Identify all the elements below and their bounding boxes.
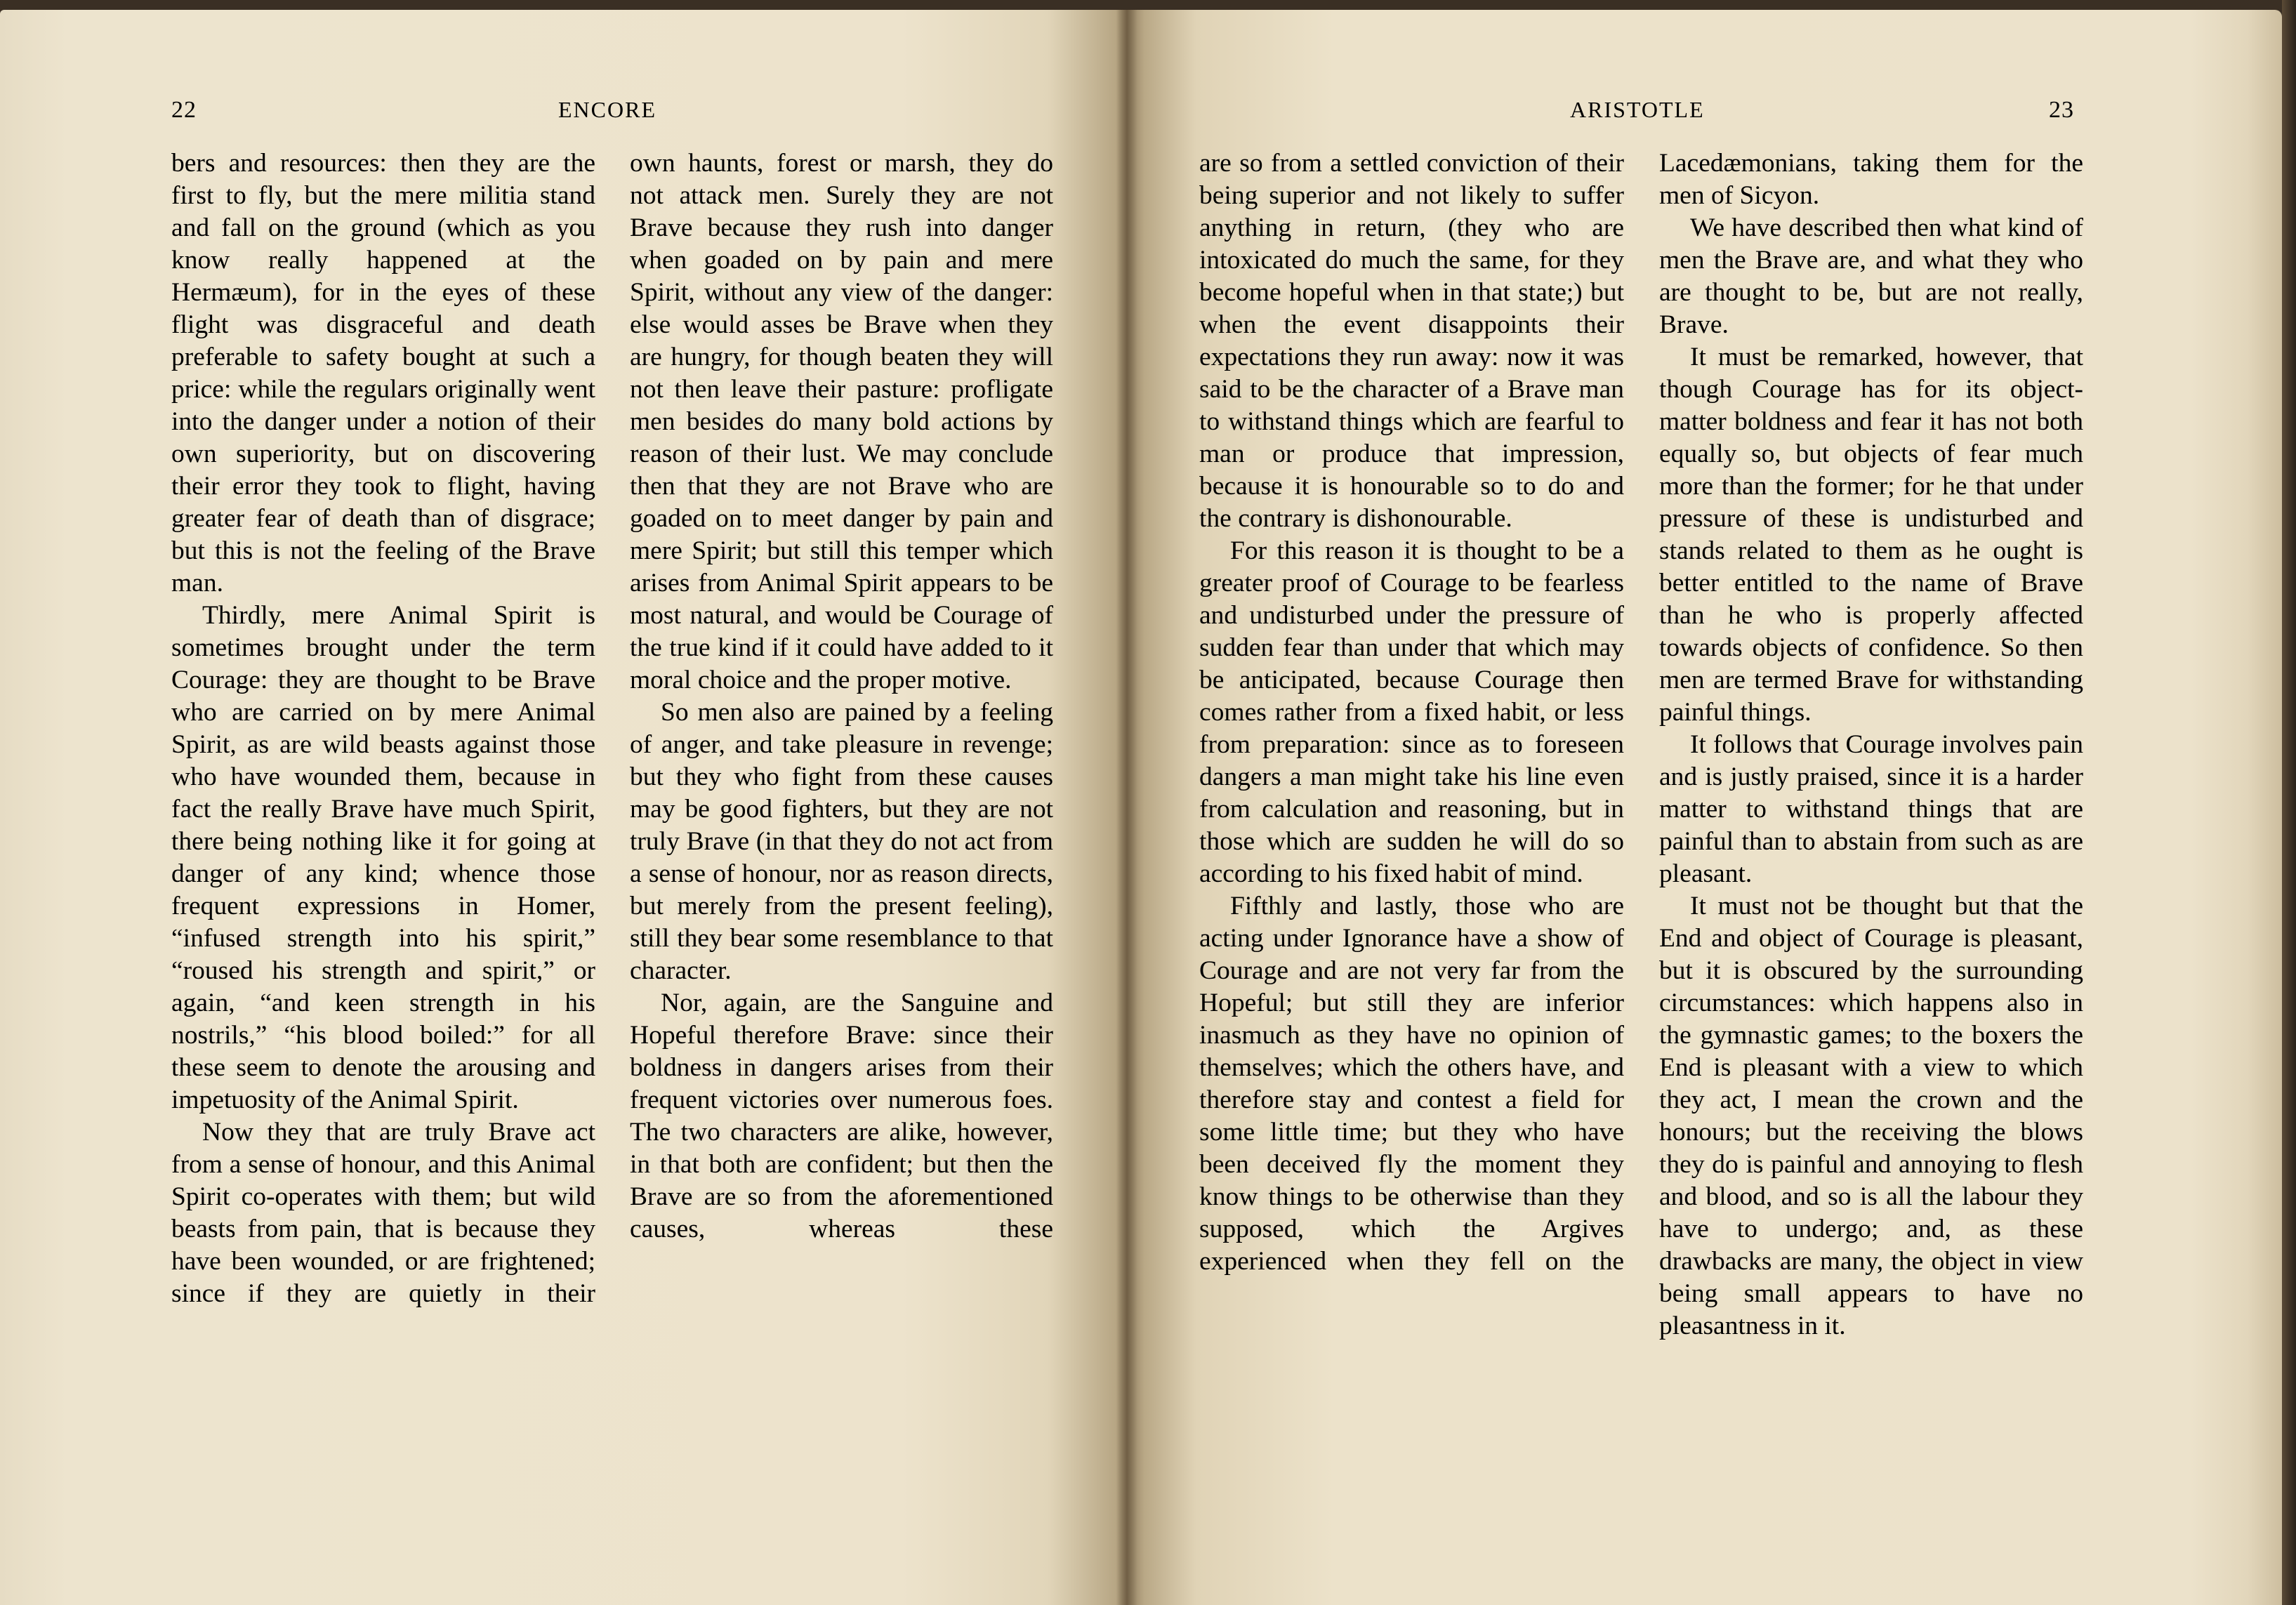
paragraph: Nor, again, are the Sanguine and Hopeful therefore Brave: since their boldness in dangers arises from their frequent victories over numerous foes. The two characters are alike, however, in that both are confident; but then the Brave are so from the aforementioned causes, whereas these [630, 989, 1053, 1243]
paragraph: Fifthly and lastly, those who are acting under Ignorance have a show of Courage and are not very far from the Hopeful; but still they are inferior inasmuch as they have no opinion of themselves; which the others have, and therefore stay and contest a field for some little time; but they who have been deceived fly the moment they know things to be otherwise than they supposed, which the Argives experienced when they fell on the [1199, 892, 1624, 1276]
page-number-right: 23 [2049, 97, 2074, 123]
running-head-right: ARISTOTLE [1570, 97, 1705, 122]
paragraph: Lacedæmonians, taking them for the men of Sicyon. [1659, 149, 2083, 210]
text-column-3 [1199, 147, 1624, 1278]
text-column-2 [630, 147, 1053, 1246]
running-head-left: ENCORE [558, 97, 657, 122]
paragraph: So men also are pained by a feeling of anger, and take pleasure in revenge; but they who fight from these causes may be good fighters, but they are not truly Brave (in that they do not act from a sense of honour, nor as reason directs, but merely from the present feeling), still they bear some resemblance to that character. [630, 698, 1053, 985]
book-gutter [1116, 10, 1137, 1605]
book-edge [2282, 0, 2296, 1605]
text-column-1 [171, 147, 595, 1310]
paragraph: bers and resources: then they are the first to fly, but the mere militia stand and fall on the ground (which as you know really happened at the Hermæum), for in the eyes of these flight was disgraceful and death preferable to safety bought at such a price: while the regulars originally went into the danger under a notion of their own superiority, but on discovering their error they took to flight, having greater fear of death than of disgrace; but this is not the feeling of the Brave man. [171, 149, 595, 597]
paragraph: It must be remarked, however, that though Courage has for its object-matter boldness and fear it has not both equally so, but objects of fear much more than the former; for he that under pressure of these is undisturbed and stands related to them as he ought is better entitled to the name of Brave than he who is properly affected towards objects of confidence. So then men are termed Brave for withstanding painful things. [1659, 343, 2083, 727]
paragraph: For this reason it is thought to be a greater proof of Courage to be fearless and undisturbed under the pressure of sudden fear than under that which may be anticipated, because Courage then comes rather from a fixed habit, or less from preparation: since as to foreseen dangers a man might take his line even from calculation and reasoning, but in those which are sudden he will do so according to his fixed habit of mind. [1199, 536, 1624, 888]
paragraph: It must not be thought but that the End and object of Courage is pleasant, but it is obscured by the surrounding circumstances: which happens also in the gymnastic games; to the boxers the End is pleasant with a view to which they act, I mean the crown and the honours; but the receiving the blows they do is painful and annoying to flesh and blood, and so is all the labour they have to undergo; and, as these drawbacks are many, the object in view being small appears to have no pleasantness in it. [1659, 892, 2083, 1340]
paragraph: are so from a settled conviction of their being superior and not likely to suffer anything in return, (they who are intoxicated do much the same, for they become hopeful when in that state;) but when the event disappoints their expectations they run away: now it was said to be the character of a Brave man to withstand things which are fearful to man or produce that impression, because it is honourable so to do and the contrary is dishonourable. [1199, 149, 1624, 533]
paragraph: Now they that are truly Brave act from a sense of honour, and this Animal Spirit co-operates with them; but wild beasts from pain, that is because they have been wounded, or are frightened; since if they are quietly in their [171, 1118, 595, 1308]
page-number-left: 22 [171, 97, 197, 123]
paragraph: It follows that Courage involves pain and is justly praised, since it is a harder matter to withstand things that are painful than to abstain from such as are pleasant. [1659, 730, 2083, 888]
text-column-4 [1659, 147, 2083, 1342]
paragraph: We have described then what kind of men the Brave are, and what they who are thought to be, but are not really, Brave. [1659, 213, 2083, 339]
paragraph: Thirdly, mere Animal Spirit is sometimes brought under the term Courage: they are thought to be Brave who are carried on by mere Animal Spirit, as are wild beasts against those who have wounded them, because in fact the really Brave have much Spirit, there being nothing like it for going at danger of any kind; whence those frequent expressions in Homer, “infused strength into his spirit,” “roused his strength and spirit,” or again, “and keen strength in his nostrils,” “his blood boiled:” for all these seem to denote the arousing and impetuosity of the Animal Spirit. [171, 601, 595, 1114]
paragraph: own haunts, forest or marsh, they do not attack men. Surely they are not Brave because they rush into danger when goaded on by pain and mere Spirit, without any view of the danger: else would asses be Brave when they are hungry, for though beaten they will not then leave their pasture: profligate men besides do many bold actions by reason of their lust. We may conclude then that they are not Brave who are goaded on to meet danger by pain and mere Spirit; but still this temper which arises from Animal Spirit appears to be most natural, and would be Courage of the true kind if it could have added to it moral choice and the proper motive. [630, 149, 1053, 694]
